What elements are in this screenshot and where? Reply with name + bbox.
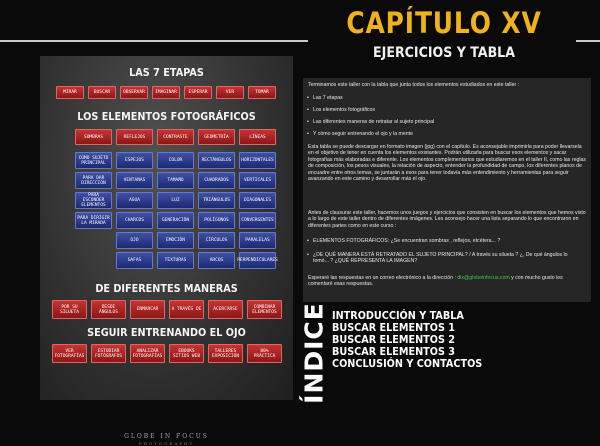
index-item-buscar-3[interactable]: BUSCAR ELEMENTOS 3 xyxy=(332,346,456,358)
table-cell-button: VER FOTOGRAFÍAS xyxy=(52,344,87,363)
bullet-item: • ¿DE QUÉ MANERA ESTÁ RETRATADO EL SUJETO PRINCIPAL? / A través su silueta ? ¿, De qué ángulos lo tomó... ? ¿QUÉ REPRESENTA LA IMAGEN? xyxy=(313,252,583,265)
table-cell-button: IMAGINAR xyxy=(152,86,180,99)
table-cell-button: TRIÁNGULOS xyxy=(198,192,235,209)
table-cell-button: CUADRADOS xyxy=(198,172,235,189)
separator-right xyxy=(576,40,600,42)
index-item-conclusion[interactable]: CONCLUSIÓN Y CONTACTOS xyxy=(332,358,483,370)
table-cell-button: ENMARCAR xyxy=(130,300,165,319)
table-cell-button: REFLEJOS xyxy=(116,129,153,145)
paragraph-download: Esta tabla se puede descargar en formato imagen (jpg) con el capítulo. Es aconsejable imprimirla para poder llevarsela en el objetivo de tener en cuenta los elementos existantes. Podrán utilizarla para buscar esos elementos y sacar fotografías más elaboradas e diferente. Los elementos complementarios que estudiaremos en el taller II, como las reglas de composición, los pesos visuales, la relación de aspecto, entender la profundidad de campo, los diferentes planos de encuadre entre otros temas, se juntarán a esos para tener todavía más entendimiento y herramientas para seguir avanzando en este camino y desarrollar más el ojo. xyxy=(308,144,586,183)
table-cell-button: GENERACIÓN xyxy=(157,212,194,229)
table-cell-button: PARALELAS xyxy=(239,232,276,249)
section-title-maneras: DE DIFERENTES MANERAS xyxy=(95,282,238,295)
summary-table-poster xyxy=(40,56,293,446)
table-cell-button: CHARCOS xyxy=(116,212,153,229)
separator-left xyxy=(0,40,308,42)
table-cell-button: PARA DAR DIRECCIÓN xyxy=(75,172,112,189)
section-title-elementos: LOS ELEMENTOS FOTOGRÁFICOS xyxy=(77,110,256,123)
table-cell-button: ANALIZAR FOTOGRAFÍAS xyxy=(130,344,165,363)
table-cell-button: PARA ESCONDER ELEMENTOS xyxy=(75,192,112,209)
table-cell-button: CONVERGENTES xyxy=(239,212,276,229)
logo-subtitle: PHOTOGRAPHY xyxy=(138,441,195,446)
table-cell-button: SOMBRAS xyxy=(75,129,112,145)
table-cell-button: GAFAS xyxy=(116,252,153,269)
bullet-item: • Las 7 etapas xyxy=(313,95,343,101)
table-cell-button: PERPENDICULARES xyxy=(239,252,276,269)
index-item-buscar-1[interactable]: BUSCAR ELEMENTOS 1 xyxy=(332,322,456,334)
table-cell-button: TALLERES EXPOSICIÓN xyxy=(208,344,243,363)
table-cell-button: COLOR xyxy=(157,152,194,169)
paragraph-closing: Esperaré las respuestas en un correo electrónico a la dirección : dix@globeinfocus.com y con mucho gusto les comentaré esas respuestas. xyxy=(308,275,563,288)
table-cell-button: CÍRCULOS xyxy=(198,232,235,249)
table-cell-button: GEOMETRÍA xyxy=(198,129,235,145)
table-cell-button: VERTICALES xyxy=(239,172,276,189)
globe-in-focus-logo: GLOBE IN FOCUS xyxy=(124,433,209,440)
page-subtitle: EJERCICIOS Y TABLA xyxy=(373,45,515,61)
table-cell-button: COMBINAR ELEMENTOS xyxy=(247,300,282,319)
table-cell-button: CONTRASTE xyxy=(157,129,194,145)
table-cell-button: 80% PRÁCTICA xyxy=(247,344,282,363)
table-cell-button: OJO xyxy=(116,232,153,249)
table-cell-button: RECTÁNGULOS xyxy=(198,152,235,169)
table-cell-button: BUSCAR xyxy=(88,86,116,99)
table-cell-button: ESPEJOS xyxy=(116,152,153,169)
intro-text: Terminamos este taller con la tabla que junta todos los elementos estudiados en este taller : xyxy=(308,82,520,88)
table-cell-button: TAMAÑO xyxy=(157,172,194,189)
index-label: ÍNDICE xyxy=(299,302,329,404)
table-cell-button: ARCOS xyxy=(198,252,235,269)
email-link[interactable]: dix@globeinfocus.com xyxy=(457,275,510,281)
table-cell-button: VER xyxy=(216,86,244,99)
paragraph-exercises: Antes de clausurar este taller, hacemos unos juegos y ejercicios que consisten en buscar los elementos que hemos visto a lo largo de este taller dentro de diferentes imágenes. Les aconsejo hacer una lista separando lo que encontraron en diferentes partes como en este curso : xyxy=(308,210,586,229)
bullet-item: • Los elementos fotográficos xyxy=(313,107,375,113)
section-title-etapas: LAS 7 ETAPAS xyxy=(129,66,204,79)
table-cell-button: OBSERVAR xyxy=(120,86,148,99)
index-item-introduccion[interactable]: INTRODUCCIÓN Y TABLA xyxy=(332,310,464,322)
table-cell-button: COMO SUJETO PRINCIPAL xyxy=(75,152,112,169)
content-panel xyxy=(303,78,591,302)
table-cell-button: POLÍGONOS xyxy=(198,212,235,229)
table-cell-button: TEXTURAS xyxy=(157,252,194,269)
table-cell-button: LÍNEAS xyxy=(239,129,276,145)
table-cell-button: ESPERAR xyxy=(184,86,212,99)
table-cell-button: HORIZONTALES xyxy=(239,152,276,169)
bullet-item: • Las diferentes maneras de retratar al sujeto principal xyxy=(313,119,434,125)
table-cell-button: A TRAVÉS DE xyxy=(169,300,204,319)
table-cell-button: AGUA xyxy=(116,192,153,209)
table-cell-button: POR SU SILUETA xyxy=(52,300,87,319)
index-item-buscar-2[interactable]: BUSCAR ELEMENTOS 2 xyxy=(332,334,456,346)
table-cell-button: DESDE ÁNGULOS xyxy=(91,300,126,319)
table-cell-button: TOMAR xyxy=(248,86,276,99)
table-cell-button: PARA DIRIGIR LA MIRADA xyxy=(75,212,112,229)
section-title-entrenar: SEGUIR ENTRENANDO EL OJO xyxy=(87,326,246,339)
table-cell-button: MIRAR xyxy=(56,86,84,99)
table-cell-button: DIAGONALES xyxy=(239,192,276,209)
table-cell-button: ACERCARSE xyxy=(208,300,243,319)
table-cell-button: LUZ xyxy=(157,192,194,209)
table-cell-button: EMOCIÓN xyxy=(157,232,194,249)
chapter-title: CAPÍTULO XV xyxy=(346,6,542,40)
bullet-item: • ELEMENTOS FOTOGRÁFICOS: ¿Se encuentran sombras , reflejos, etcétera... ? xyxy=(313,238,583,244)
table-cell-button: ESTUDIAR FOTÓGRAFOS xyxy=(91,344,126,363)
table-cell-button: EBOOKS SITIOS WEB xyxy=(169,344,204,363)
bullet-item: • Y cómo seguir entrenando el ojo y la mente xyxy=(313,131,413,137)
table-cell-button: VENTANAS xyxy=(116,172,153,189)
